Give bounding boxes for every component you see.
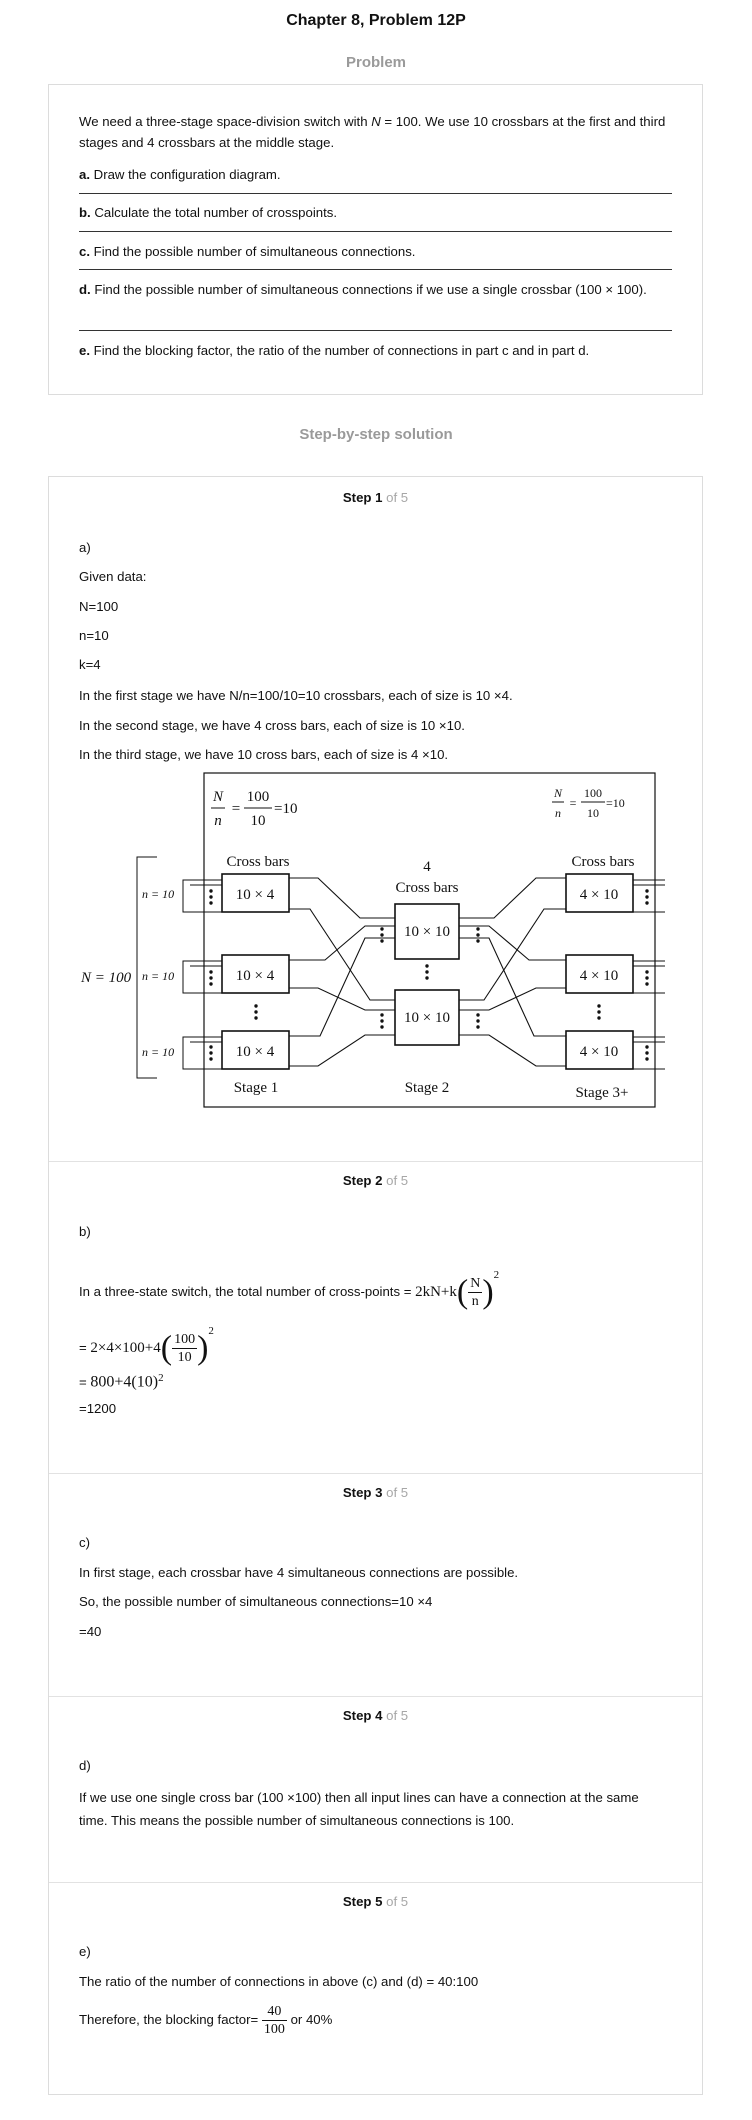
formula-right [552,786,625,820]
step-1-line: N=100 [79,599,119,614]
stage3-label: Stage 3+ [575,1085,629,1101]
step-1-line: n=10 [79,628,109,643]
svg-text:n: n [214,813,222,829]
svg-text:N: N [212,789,224,805]
stage1-header: Cross bars [226,854,290,870]
step-divider [49,1696,702,1697]
svg-text:10: 10 [250,813,266,829]
step-1-line: In the second stage, we have 4 cross bars, each of size is 10 ×10. [79,718,465,733]
step-divider [49,1161,702,1162]
svg-text:10 × 4: 10 × 4 [235,1044,275,1060]
step-5-part: e) [79,1944,91,1959]
solution-heading: Step-by-step solution [299,426,453,443]
svg-text:N = 100: N = 100 [81,970,132,986]
svg-text:4 × 10: 4 × 10 [579,887,619,903]
svg-text:10 × 4: 10 × 4 [235,887,275,903]
svg-text:N: N [553,786,563,800]
step-2-result: =1200 [79,1401,117,1416]
step-5-header: Step 5 of 5 [342,1894,409,1909]
formula-left [211,789,297,829]
stage2-crossbars [395,904,459,1045]
step-divider [49,1473,702,1474]
stage3-header: Cross bars [571,854,635,870]
step-1-line: Given data: [79,569,147,584]
step-3-line: So, the possible number of simultaneous connections=10 ×4 [79,1594,433,1609]
svg-text:100: 100 [246,789,270,805]
problem-part-d: d. Find the possible number of simultaneous connections if we use a single crossbar (100 × 100). [79,282,647,297]
step-2-formula-line: In a three-state switch, the total number of cross-points = 2kN+k( $\frac{N}{n}$ )$^2$ [79,1269,500,1311]
svg-text:4 × 10: 4 × 10 [579,968,619,984]
step-divider [49,1882,702,1883]
svg-text:10 × 10: 10 × 10 [404,1010,450,1026]
step-1-part: a) [79,540,91,555]
step-4-line: If we use one single cross bar (100 ×100) then all input lines can have a connection at the same time. This means the possible number of simultaneous connections is 100. [79,1790,639,1828]
step-2-header: Step 2 of 5 [342,1173,409,1188]
page-title: Chapter 8, Problem 12P [286,12,466,29]
configuration-diagram [75,770,675,1112]
svg-text:100: 100 [584,786,602,800]
step-1-line: In the third stage, we have 10 cross bars, each of size is 4 ×10. [79,747,449,762]
input-lines [190,880,222,1069]
problem-heading: Problem [345,54,406,71]
step-2-part: b) [79,1224,91,1239]
divider-line [79,269,672,270]
svg-text:4 × 10: 4 × 10 [579,1044,619,1060]
problem-intro: We need a three-stage space-division switch with N = 100. We use 10 crossbars at the first and third stages and 4 crossbars at the middle stage. [79,114,666,150]
stage1-crossbars [222,874,289,1069]
divider-line [79,330,672,331]
step-4-header: Step 4 of 5 [342,1708,409,1723]
problem-part-e: e. Find the blocking factor, the ratio of the number of connections in part c and in part d. [79,343,590,358]
input-bracket [80,857,190,1078]
svg-text:n = 10: n = 10 [142,887,175,901]
divider-line [79,193,672,194]
svg-text:n: n [555,806,561,820]
stage2-count: 4 [423,859,431,875]
step-5-blocking-factor: Therefore, the blocking factor= $\frac{40}{100}$ or 40% [79,2004,333,2038]
step-3-header: Step 3 of 5 [342,1485,409,1500]
svg-text:=: = [231,801,241,817]
stage2-label: Stage 2 [404,1080,450,1096]
step-1-line: k=4 [79,657,101,672]
step-3-part: c) [79,1535,90,1550]
step-4-part: d) [79,1758,91,1773]
stage2-to-stage3-links [459,878,566,1066]
step-3-line: In first stage, each crossbar have 4 simultaneous connections are possible. [79,1565,519,1580]
divider-line [79,231,672,232]
svg-text:=10: =10 [274,801,298,817]
svg-text:=: = [569,796,577,810]
step-1-header: Step 1 of 5 [342,490,409,505]
stage1-label: Stage 1 [233,1080,279,1096]
problem-part-b: b. Calculate the total number of crosspoints. [79,205,338,220]
stage2-header: Cross bars [395,880,459,896]
svg-text:n = 10: n = 10 [142,1045,175,1059]
svg-text:10 × 4: 10 × 4 [235,968,275,984]
svg-text:10 × 10: 10 × 10 [404,924,450,940]
step-3-line: =40 [79,1624,102,1639]
svg-text:=10: =10 [606,796,625,810]
step-2-simplified: = $800+4(10)^2$ [79,1372,164,1391]
step-1-line: In the first stage we have N/n=100/10=10 crossbars, each of size is 10 ×4. [79,688,513,703]
problem-part-a: a. Draw the configuration diagram. [79,167,281,182]
output-lines [633,880,665,1069]
svg-text:n = 10: n = 10 [142,969,175,983]
step-5-line: The ratio of the number of connections in above (c) and (d) = 40:100 [79,1974,479,1989]
stage1-to-stage2-links [289,878,395,1066]
stage3-crossbars [566,874,633,1069]
step-2-substitution: = 2×4×100+4( $\frac{100}{10}$ )$^2$ [79,1325,214,1367]
problem-part-c: c. Find the possible number of simultaneous connections. [79,244,416,259]
svg-text:10: 10 [587,806,599,820]
